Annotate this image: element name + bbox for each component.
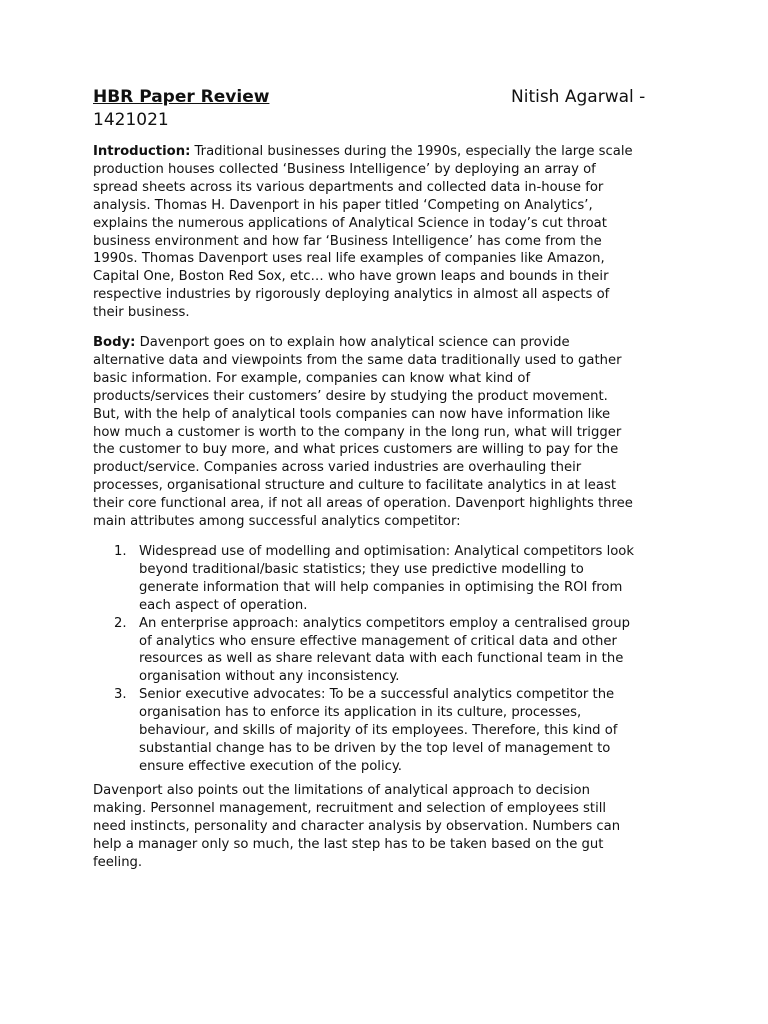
list-item-line: An enterprise approach: analytics competitors employ a centralised group <box>139 615 630 631</box>
paragraph-line: spread sheets across its various departments and collected data in-house for <box>93 179 604 195</box>
list-item <box>114 686 684 776</box>
list-item-line: Senior executive advocates: To be a successful analytics competitor the <box>139 687 615 703</box>
introduction-heading: Introduction: <box>93 144 191 159</box>
attributes-list <box>114 543 684 776</box>
paragraph-line: alternative data and viewpoints from the same data traditionally used to gather <box>93 352 622 368</box>
paragraph-line: respective industries by rigorously deploying analytics in almost all aspects of <box>93 287 610 303</box>
paragraph-line: processes, organisational structure and culture to facilitate analytics in at least <box>93 478 617 494</box>
paragraph-line <box>93 143 679 161</box>
paragraph-line: analysis. Thomas H. Davenport in his paper titled ‘Competing on Analytics’, <box>93 197 593 213</box>
list-number: 2. <box>114 615 127 631</box>
paragraph-line: need instincts, personality and character analysis by observation. Numbers can <box>93 818 621 834</box>
conclusion-paragraph <box>93 782 679 872</box>
list-item-line: generate information that will help companies in optimising the ROI from <box>139 579 623 595</box>
student-id: 1421021 <box>93 110 169 130</box>
body-heading: Body: <box>93 335 136 350</box>
paragraph-line: production houses collected ‘Business Intelligence’ by deploying an array of <box>93 161 596 177</box>
paragraph-line: their core functional area, if not all areas of operation. Davenport highlights three <box>93 496 633 512</box>
list-item-line: of analytics who ensure effective management of critical data and other <box>139 633 617 649</box>
paragraph-line: main attributes among successful analytics competitor: <box>93 514 461 530</box>
list-item-line: Widespread use of modelling and optimisation: Analytical competitors look <box>139 544 635 559</box>
paragraph-line: the customer to buy more, and what prices customers are willing to pay for the <box>93 442 619 458</box>
list-item <box>114 543 684 615</box>
introduction-paragraph <box>93 143 679 322</box>
paragraph-line: products/services their customers’ desire by studying the product movement. <box>93 388 608 404</box>
paragraph-line <box>93 334 679 352</box>
paragraph-line: business environment and how far ‘Business Intelligence’ has come from the <box>93 233 602 249</box>
paragraph-line: how much a customer is worth to the company in the long run, what will trigger <box>93 424 622 440</box>
list-item <box>114 615 684 687</box>
paragraph-line: help a manager only so much, the last step has to be taken based on the gut <box>93 836 604 852</box>
list-item-line: ensure effective execution of the policy. <box>139 758 402 774</box>
list-item-line: beyond traditional/basic statistics; they use predictive modelling to <box>139 561 584 577</box>
paragraph-line: Capital One, Boston Red Sox, etc… who have grown leaps and bounds in their <box>93 269 609 285</box>
paragraph-line: their business. <box>93 305 190 321</box>
list-item-line: each aspect of operation. <box>139 597 308 613</box>
paragraph-line-text: Traditional businesses during the 1990s, especially the large scale <box>190 144 633 159</box>
document-title: HBR Paper Review <box>93 87 270 107</box>
header-row <box>93 86 673 108</box>
paragraph-line: But, with the help of analytical tools companies can now have information like <box>93 406 611 422</box>
list-item-line: behaviour, and skills of majority of its employees. Therefore, this kind of <box>139 723 618 739</box>
paragraph-line: product/service. Companies across varied industries are overhauling their <box>93 460 582 476</box>
list-item-line: resources as well as share relevant data with each functional team in the <box>139 651 624 667</box>
list-item-line: substantial change has to be driven by the top level of management to <box>139 740 611 756</box>
list-item-line: organisation has to enforce its application in its culture, processes, <box>139 705 582 721</box>
list-number: 1. <box>114 544 127 559</box>
paragraph-line-text: Davenport goes on to explain how analytical science can provide <box>135 335 570 350</box>
body-paragraph <box>93 334 679 531</box>
paragraph-line: basic information. For example, companies can know what kind of <box>93 370 531 386</box>
paragraph-line: making. Personnel management, recruitment and selection of employees still <box>93 800 607 816</box>
list-number: 3. <box>114 687 127 703</box>
paragraph-line: 1990s. Thomas Davenport uses real life examples of companies like Amazon, <box>93 251 605 267</box>
list-item-line: organisation without any inconsistency. <box>139 669 400 685</box>
paragraph-line: Davenport also points out the limitations of analytical approach to decision <box>93 783 590 798</box>
paragraph-line: explains the numerous applications of Analytical Science in today’s cut throat <box>93 215 607 231</box>
paragraph-line: feeling. <box>93 854 143 870</box>
author-name: Nitish Agarwal - <box>511 87 646 107</box>
